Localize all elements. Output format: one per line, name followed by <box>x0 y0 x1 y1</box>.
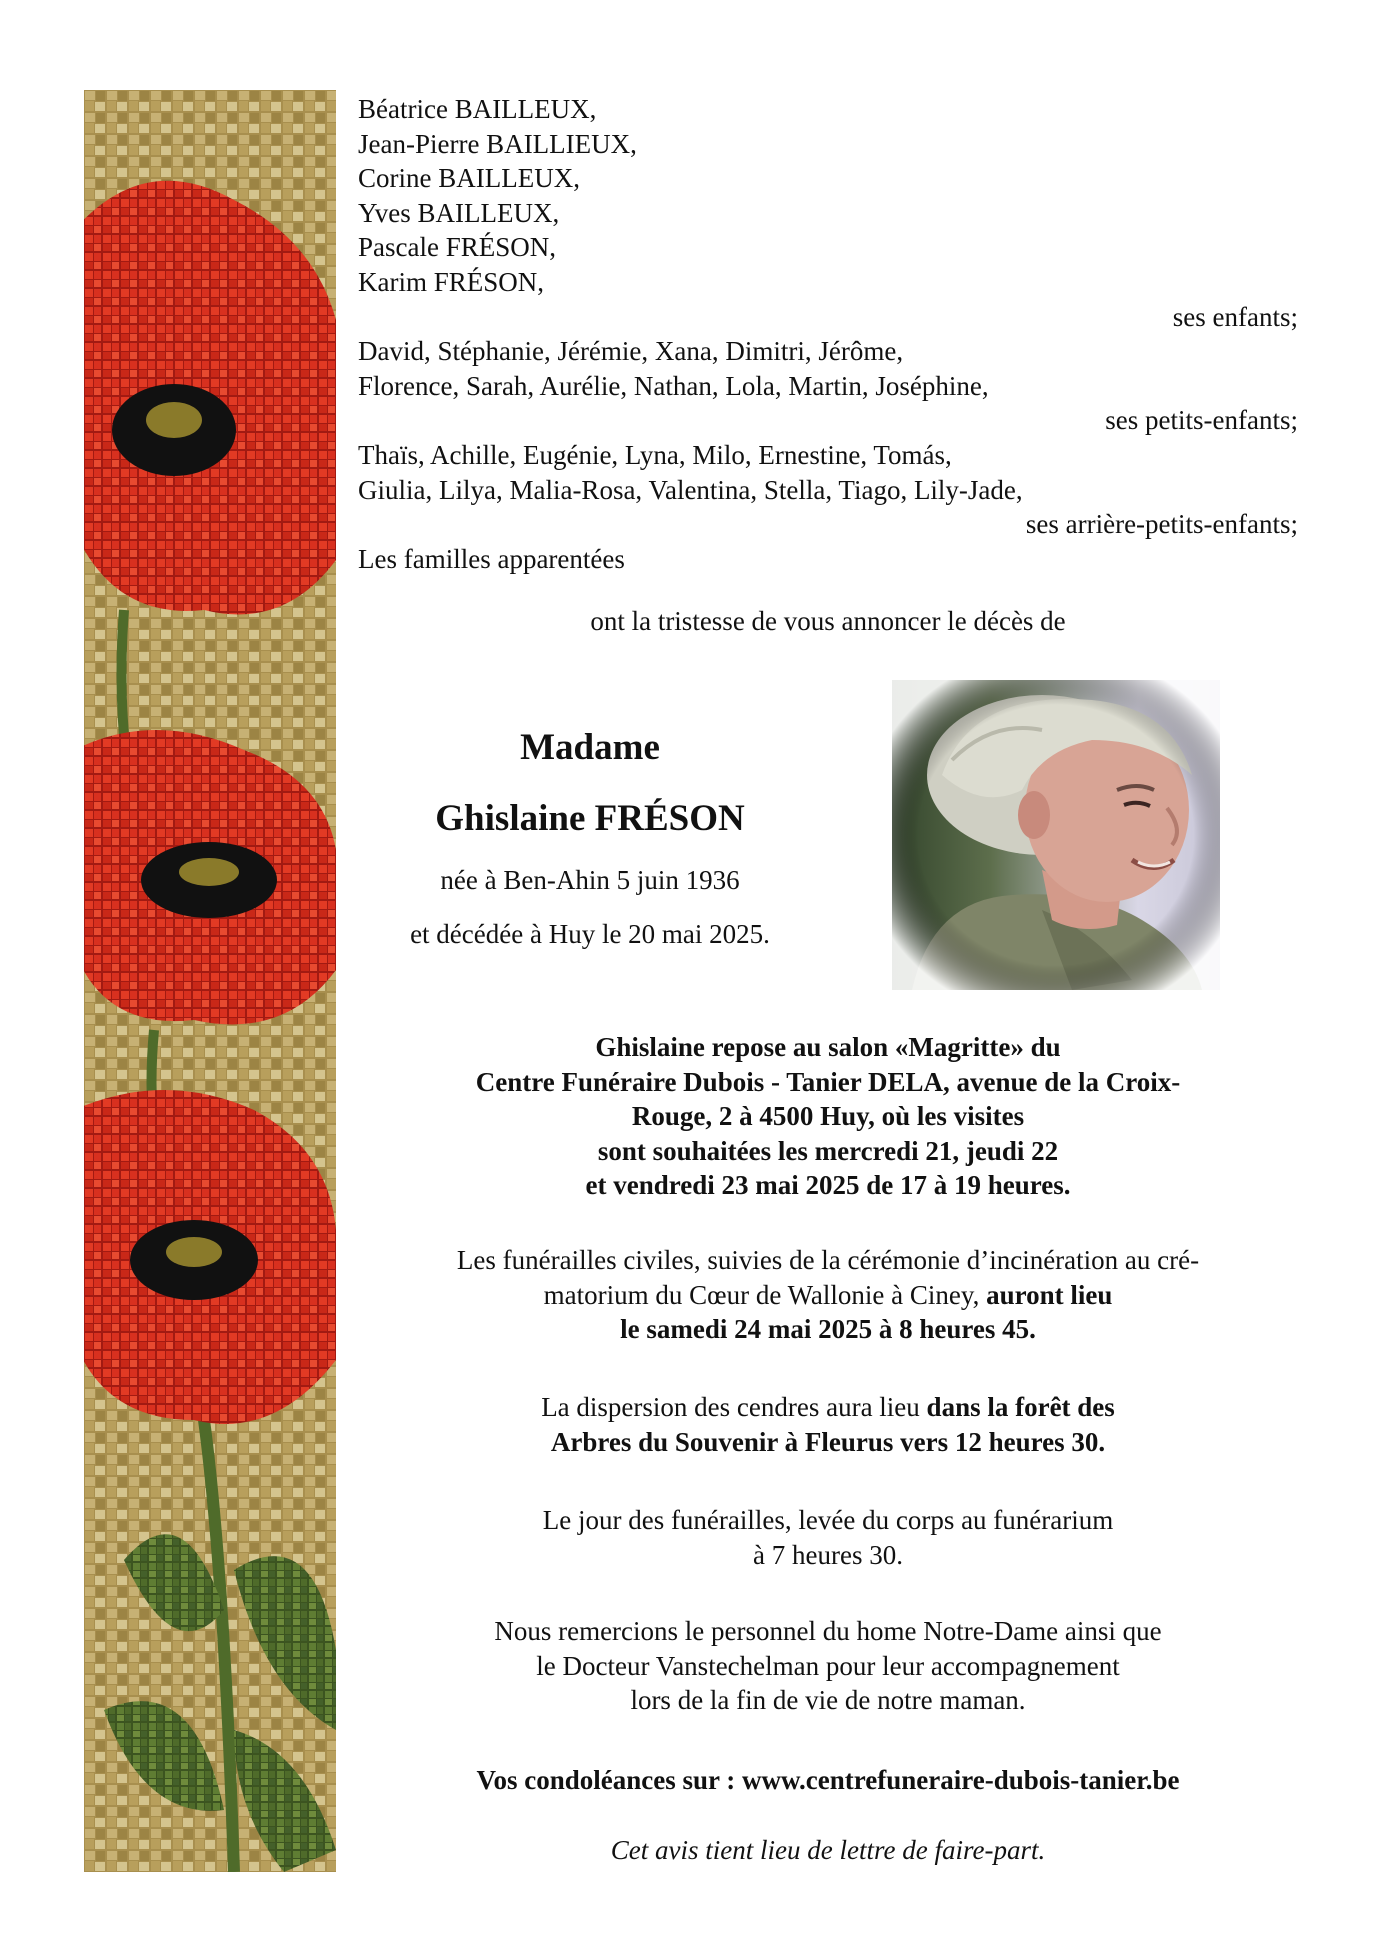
condolences-line: Vos condoléances sur : www.centrefuneraire-dubois-tanier.be <box>476 1765 1180 1795</box>
deceased-name: Ghislaine FRÉSON <box>435 798 745 839</box>
child-name: Jean-Pierre BAILLIEUX, <box>358 128 637 159</box>
faire-part-notice: Cet avis tient lieu de lettre de faire-part. <box>610 1835 1046 1865</box>
funeral-line-1: Les funérailles civiles, suivies de la cérémonie d’incinération au cré- <box>456 1245 1200 1275</box>
child-name: Pascale FRÉSON, <box>358 232 556 263</box>
dispersion-paragraph <box>358 1390 1298 1459</box>
great-grandchildren-line: Thaïs, Achille, Eugénie, Lyna, Milo, Ernestine, Tomás, <box>358 439 952 470</box>
relatives-line: Les familles apparentées <box>358 543 625 574</box>
grandchildren-line: David, Stéphanie, Jérémie, Xana, Dimitri, Jérôme, <box>358 336 904 367</box>
thanks-line: le Docteur Vanstechelman pour leur accompagnement <box>536 1650 1120 1681</box>
funeral-line-3: le samedi 24 mai 2025 à 8 heures 45. <box>620 1314 1036 1345</box>
grandchildren-line: Florence, Sarah, Aurélie, Nathan, Lola, Martin, Joséphine, <box>358 370 989 401</box>
announcement-text: ont la tristesse de vous annoncer le décès de <box>590 606 1066 636</box>
funeral-line-2-bold: auront lieu <box>986 1279 1113 1310</box>
visitation-line: Ghislaine repose au salon «Magritte» du <box>595 1032 1061 1062</box>
great-grandchildren-line: Giulia, Lilya, Malia-Rosa, Valentina, Stella, Tiago, Lily-Jade, <box>358 474 1023 505</box>
poppy-mosaic-image <box>84 90 336 1872</box>
visitation-line: Centre Funéraire Dubois - Tanier DELA, avenue de la Croix- <box>475 1066 1181 1097</box>
death-line: et décédée à Huy le 20 mai 2025. <box>410 919 770 949</box>
funeral-line-2-regular: matorium du Cœur de Wallonie à Ciney, <box>543 1279 987 1310</box>
dispersion-line-1-regular: La dispersion des cendres aura lieu <box>541 1392 927 1422</box>
deceased-portrait-photo <box>892 680 1220 990</box>
family-list <box>358 92 1298 576</box>
visitation-line: et vendredi 23 mai 2025 de 17 à 19 heures. <box>585 1170 1071 1201</box>
child-name: Corine BAILLEUX, <box>358 163 580 194</box>
dispersion-line-1-bold: dans la forêt des <box>926 1392 1115 1422</box>
thanks-paragraph <box>358 1614 1298 1718</box>
funeral-paragraph <box>358 1243 1298 1347</box>
thanks-line: Nous remercions le personnel du home Notre-Dame ainsi que <box>494 1616 1162 1646</box>
dispersion-line-2: Arbres du Souvenir à Fleurus vers 12 heures 30. <box>550 1426 1106 1457</box>
visitation-paragraph <box>358 1030 1298 1203</box>
great-grandchildren-label: ses arrière-petits-enfants; <box>1025 509 1298 540</box>
children-label: ses enfants; <box>1172 301 1298 332</box>
child-name: Karim FRÉSON, <box>358 266 545 297</box>
visitation-line: sont souhaitées les mercredi 21, jeudi 22 <box>597 1135 1059 1166</box>
deceased-block <box>350 726 830 951</box>
child-name: Yves BAILLEUX, <box>358 197 560 228</box>
visitation-line: Rouge, 2 à 4500 Huy, où les visites <box>631 1101 1025 1132</box>
levee-paragraph <box>358 1503 1298 1572</box>
grandchildren-label: ses petits-enfants; <box>1105 405 1298 436</box>
dispersion-line-1 <box>358 1390 1298 1425</box>
funeral-line-2 <box>358 1278 1298 1313</box>
birth-line: née à Ben-Ahin 5 juin 1936 <box>440 865 740 895</box>
levee-line: Le jour des funérailles, levée du corps au funérarium <box>542 1505 1114 1535</box>
levee-line: à 7 heures 30. <box>753 1539 903 1570</box>
deceased-title: Madame <box>520 727 660 768</box>
child-name: Béatrice BAILLEUX, <box>358 94 597 124</box>
thanks-line: lors de la fin de vie de notre maman. <box>630 1685 1026 1716</box>
